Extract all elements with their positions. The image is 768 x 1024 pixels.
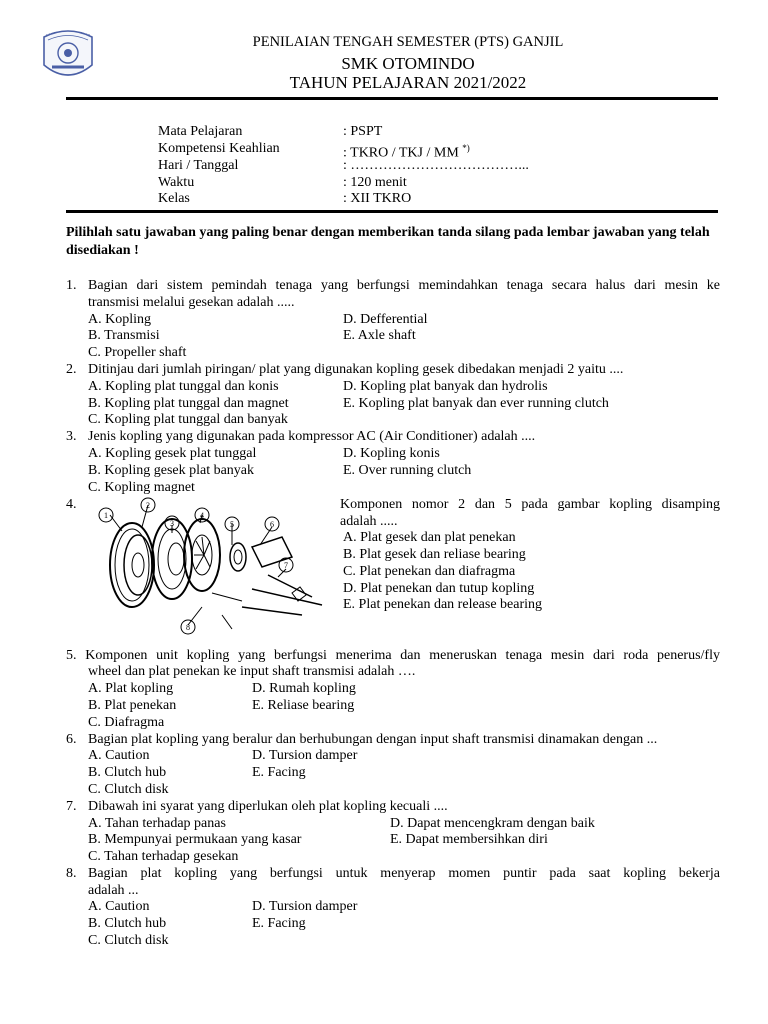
- option-a: A. Kopling plat tunggal dan konis: [88, 379, 279, 394]
- info-label-date: Hari / Tanggal: [158, 158, 239, 173]
- callout-label: 8: [186, 623, 190, 632]
- callout-label: 5: [230, 520, 234, 529]
- option-d: D. Kopling plat banyak dan hydrolis: [343, 379, 548, 394]
- info-value-time: : 120 menit: [343, 175, 407, 190]
- option-d: D. Plat penekan dan tutup kopling: [343, 581, 535, 596]
- option-c: C. Kopling plat tunggal dan banyak: [88, 412, 288, 427]
- question-text: 5. Komponen unit kopling yang berfungsi menerima dan meneruskan tenaga mesin dari roda penerus/fly: [66, 648, 720, 663]
- question-text: Bagian plat kopling yang berfungsi untuk menyerap momen puntir pada saat kopling bekerja: [88, 866, 720, 881]
- option-a: A. Plat kopling: [88, 681, 174, 696]
- info-label-time: Waktu: [158, 175, 195, 190]
- option-c: C. Tahan terhadap gesekan: [88, 849, 239, 864]
- question-number: 2.: [66, 362, 77, 377]
- option-b: B. Kopling gesek plat banyak: [88, 463, 255, 478]
- callout-label: 4: [200, 511, 204, 520]
- question-text: adalah .....: [340, 514, 398, 529]
- info-value-subject: : PSPT: [343, 124, 383, 139]
- info-value-date: : ………………………………...: [343, 158, 529, 173]
- option-e: E. Reliase bearing: [252, 698, 355, 713]
- question-text: Bagian plat kopling yang beralur dan berhubungan dengan input shaft transmisi dinamakan dengan ...: [88, 732, 658, 747]
- question-text: Dibawah ini syarat yang diperlukan oleh plat kopling kecuali ....: [88, 799, 448, 814]
- info-value-class: : XII TKRO: [343, 191, 412, 206]
- option-a: A. Plat gesek dan plat penekan: [343, 530, 516, 545]
- option-e: E. Dapat membersihkan diri: [390, 832, 548, 847]
- question-number: 8.: [66, 866, 77, 881]
- option-c: C. Propeller shaft: [88, 345, 187, 360]
- option-e: E. Kopling plat banyak dan ever running clutch: [343, 396, 609, 411]
- option-a: A. Kopling gesek plat tunggal: [88, 446, 257, 461]
- option-a: A. Kopling: [88, 312, 151, 327]
- callout-label: 1: [104, 511, 108, 520]
- info-divider: [66, 210, 718, 213]
- question-text: Bagian dari sistem pemindah tenaga yang berfungsi memindahkan tenaga secara halus dari mesin ke: [88, 278, 720, 293]
- option-c: C. Clutch disk: [88, 933, 169, 948]
- option-c: C. Plat penekan dan diafragma: [343, 564, 516, 579]
- info-label-competency: Kompetensi Keahlian: [158, 141, 280, 156]
- option-e: E. Facing: [252, 916, 306, 931]
- footnote-mark: *): [462, 143, 470, 153]
- question-text: Ditinjau dari jumlah piringan/ plat yang digunakan kopling gesek dibedakan menjadi 2 yaitu ....: [88, 362, 624, 377]
- option-c: C. Kopling magnet: [88, 480, 195, 495]
- callout-label: 6: [270, 520, 274, 529]
- question-number: 4.: [66, 497, 77, 512]
- header-divider: [66, 97, 718, 100]
- question-text: transmisi melalui gesekan adalah .....: [88, 295, 295, 310]
- question-text: Jenis kopling yang digunakan pada kompressor AC (Air Conditioner) adalah ....: [88, 429, 536, 444]
- option-e: E. Axle shaft: [343, 328, 416, 343]
- option-b: B. Plat gesek dan reliase bearing: [343, 547, 526, 562]
- question-text: Komponen nomor 2 dan 5 pada gambar kopling disamping: [340, 497, 720, 512]
- option-d: D. Tursion damper: [252, 748, 358, 763]
- option-d: D. Kopling konis: [343, 446, 440, 461]
- option-c: C. Clutch disk: [88, 782, 169, 797]
- question-number: 7.: [66, 799, 77, 814]
- school-logo: [38, 27, 98, 81]
- option-b: B. Plat penekan: [88, 698, 177, 713]
- option-a: A. Caution: [88, 899, 150, 914]
- option-b: B. Kopling plat tunggal dan magnet: [88, 396, 289, 411]
- info-label-class: Kelas: [158, 191, 190, 206]
- option-b: B. Transmisi: [88, 328, 160, 343]
- option-e: E. Over running clutch: [343, 463, 472, 478]
- callout-label: 2: [146, 501, 150, 510]
- option-e: E. Plat penekan dan release bearing: [343, 597, 543, 612]
- question-text: adalah ...: [88, 883, 139, 898]
- question-text: wheel dan plat penekan ke input shaft transmisi adalah ….: [88, 664, 416, 679]
- option-c: C. Diafragma: [88, 715, 165, 730]
- option-d: D. Defferential: [343, 312, 428, 327]
- option-e: E. Facing: [252, 765, 306, 780]
- option-d: D. Rumah kopling: [252, 681, 356, 696]
- option-b: B. Clutch hub: [88, 916, 167, 931]
- exam-title: PENILAIAN TENGAH SEMESTER (PTS) GANJIL: [252, 34, 564, 50]
- academic-year: TAHUN PELAJARAN 2021/2022: [289, 73, 527, 92]
- question-number: 1.: [66, 278, 77, 293]
- clutch-diagram: [92, 497, 324, 639]
- option-d: D. Dapat mencengkram dengan baik: [390, 816, 595, 831]
- callout-label: 7: [284, 561, 288, 570]
- callout-label: 3: [170, 519, 174, 528]
- option-a: A. Tahan terhadap panas: [88, 816, 226, 831]
- question-number: 3.: [66, 429, 77, 444]
- info-value-competency: : TKRO / TKJ / MM *): [343, 143, 470, 161]
- info-label-subject: Mata Pelajaran: [158, 124, 243, 139]
- option-a: A. Caution: [88, 748, 150, 763]
- option-b: B. Clutch hub: [88, 765, 167, 780]
- question-number: 6.: [66, 732, 77, 747]
- option-d: D. Tursion damper: [252, 899, 358, 914]
- instruction-text: Pilihlah satu jawaban yang paling benar dengan memberikan tanda silang pada lembar jawaban yang telah disediakan !: [66, 225, 710, 258]
- option-b: B. Mempunyai permukaan yang kasar: [88, 832, 302, 847]
- school-name: SMK OTOMINDO: [341, 54, 475, 73]
